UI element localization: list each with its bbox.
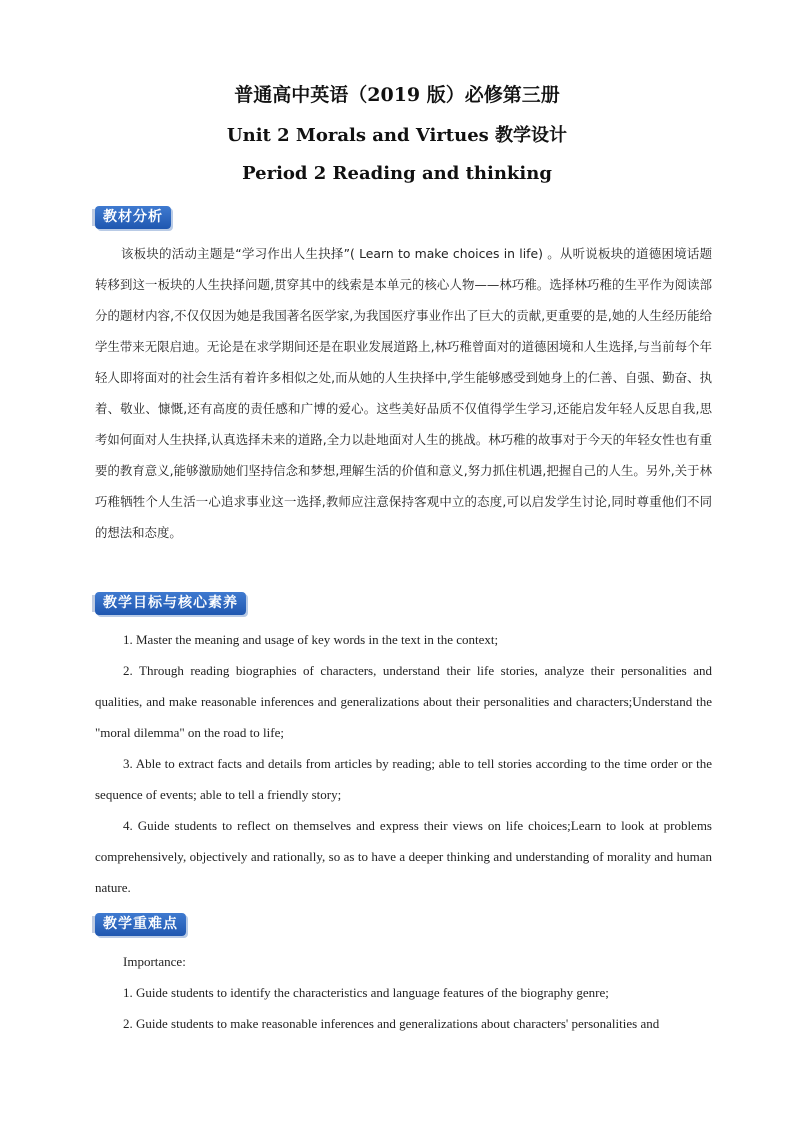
analysis-paragraph: 该板块的活动主题是“学习作出人生抉择”( Learn to make choices in life) 。从听说板块的道德困境话题转移到这一板块的人生抉择问题,贯穿其中的线索是本单元的核心人物——林巧稚。选择林巧稚的生平作为阅读部分的题材内容,不仅仅因为她是我国著名医学家,为我国医疗事业作出了巨大的贡献,更重要的是,她的人生经历能给学生带来无限启迪。无论是在求学期间还是在职业发展道路上,林巧稚曾面对的道德困境和人生选择,与当前每个年轻人即将面对的社会生活有着许多相似之处,而从她的人生抉择中,学生能够感受到她身上的仁善、自强、勤奋、执着、敬业、慷慨,还有高度的责任感和广博的爱心。这些美好品质不仅值得学生学习,还能启发年轻人反思自我,思考如何面对人生抉择,认真选择未来的道路,全力以赴地面对人生的挑战。林巧稚的故事对于今天的年轻女性也有重要的教育意义,能够激励她们坚持信念和梦想,理解生活的价值和意义,努力抓住机遇,把握自己的人生。另外,关于林巧稚牺牲个人生活一心追求事业这一选择,教师应注意保持客观中立的态度,可以启发学生讨论,同时尊重他们不同的想法和态度。 [95, 246, 712, 540]
section-badge-analysis: 教材分析 [95, 206, 171, 229]
key-point-item-2: 2. Guide students to make reasonable inferences and generalizations about characters' personalities and [123, 1016, 660, 1031]
goal-item-4: 4. Guide students to reflect on themselves and express their views on life choices;Learn to look at problems comprehensively, objectively and rationally, so as to have a deeper thinking and understanding of morality and human nature. [95, 818, 712, 895]
section-badge-key-points: 教学重难点 [95, 913, 186, 936]
goal-item-3: 3. Able to extract facts and details from articles by reading; able to tell stories according to the time order or the sequence of events; able to tell a friendly story; [95, 756, 712, 802]
goal-item-1: 1. Master the meaning and usage of key words in the text in the context; [123, 632, 499, 647]
period-title: Period 2 Reading and thinking [242, 163, 552, 184]
section-badge-goals: 教学目标与核心素养 [95, 592, 246, 615]
unit-title: Unit 2 Morals and Virtues 教学设计 [226, 125, 568, 146]
importance-label: Importance: [123, 954, 186, 969]
document-title: 普通高中英语（2019 版）必修第三册 [234, 84, 560, 106]
goal-item-2: 2. Through reading biographies of characters, understand their life stories, analyze their personalities and qualities, and make reasonable inferences and generalizations about their personalities and characters;Understand the "moral dilemma" on the road to life; [95, 663, 712, 740]
key-point-item-1: 1. Guide students to identify the characteristics and language features of the biography genre; [123, 985, 609, 1000]
